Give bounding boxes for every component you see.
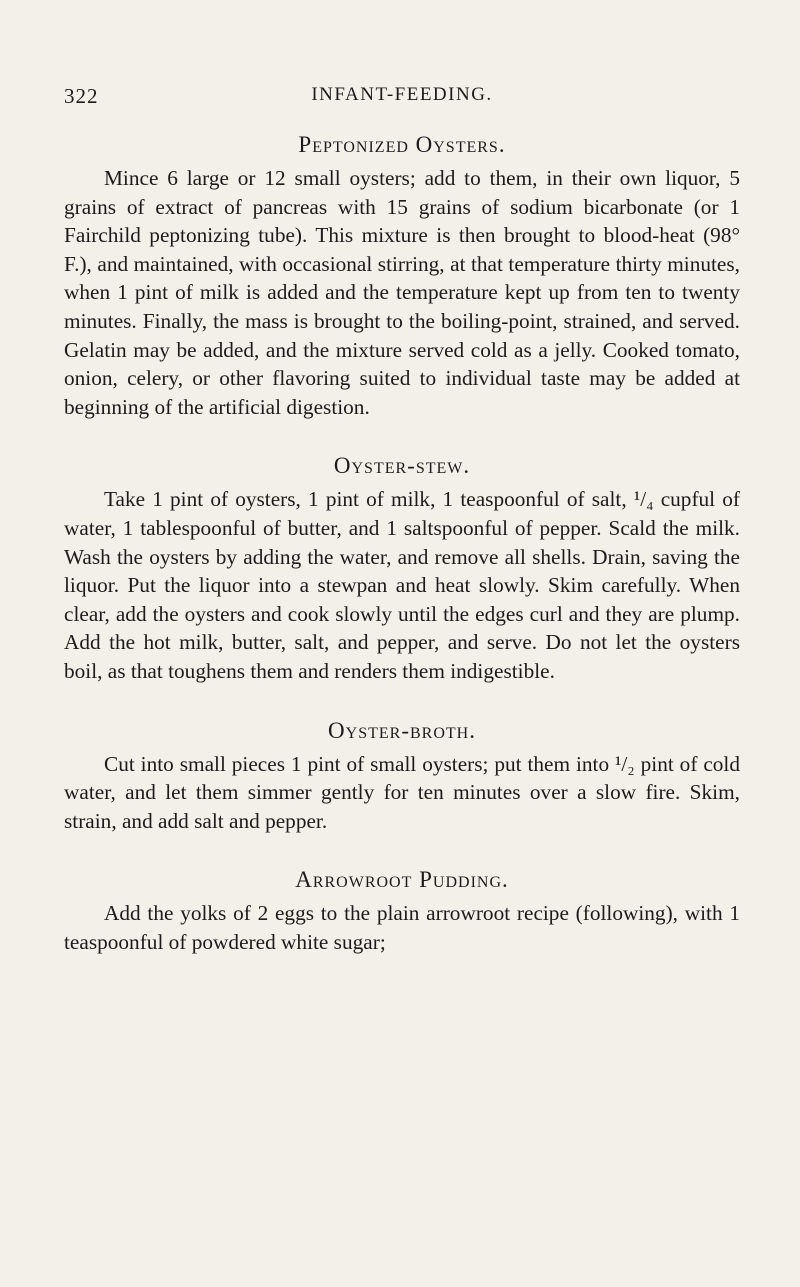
recipe-arrowroot-pudding xyxy=(64,867,740,956)
section-title: Oyster-broth. xyxy=(328,717,476,743)
page-content xyxy=(64,132,740,988)
recipe-oyster-broth xyxy=(64,718,740,836)
section-body: Take 1 pint of oysters, 1 pint of milk, 1 teaspoonful of salt, ¹/₄ cupful of water, 1 tablespoonful of butter, and 1 saltspoonful of pepper. Scald the milk. Wash the oysters by adding the water, and remove all shells. Drain, saving the liquor. Put the liquor into a stewpan and heat slowly. Skim carefully. When clear, add the oysters and cook slowly until the edges curl and they are plump. Add the hot milk, butter, salt, and pepper, and serve. Do not let the oysters boil, as that toughens them and renders them indigestible. xyxy=(64,487,740,683)
section-body: Add the yolks of 2 eggs to the plain arrowroot recipe (following), with 1 teaspoonful of powdered white sugar; xyxy=(64,901,740,954)
running-head xyxy=(64,84,740,114)
page-number: 322 xyxy=(64,84,99,108)
section-title: Arrowroot Pudding. xyxy=(295,867,509,893)
section-body: Mince 6 large or 12 small oysters; add to them, in their own liquor, 5 grains of extract of pancreas with 15 grains of sodium bicarbonate (or 1 Fairchild peptonizing tube). This mixture is then brought to blood-heat (98° F.), and maintained, with occasional stirring, at that temperature thirty minutes, when 1 pint of milk is added and the temperature kept up from ten to twenty minutes. Finally, the mass is brought to the boiling-point, strained, and served. Gelatin may be added, and the mixture served cold as a jelly. Cooked tomato, onion, celery, or other flavoring suited to individual taste may be added at beginning of the artificial digestion. xyxy=(64,166,740,419)
section-title: Peptonized Oysters. xyxy=(298,132,506,157)
recipe-peptonized-oysters xyxy=(64,132,740,421)
section-body: Cut into small pieces 1 pint of small oysters; put them into ¹/₂ pint of cold water, and let them simmer gently for ten minutes over a slow fire. Skim, strain, and add salt and pepper. xyxy=(64,751,740,833)
running-title: INFANT-FEEDING. xyxy=(311,84,493,105)
recipe-oyster-stew xyxy=(64,453,740,685)
section-title: Oyster-stew. xyxy=(333,453,471,479)
